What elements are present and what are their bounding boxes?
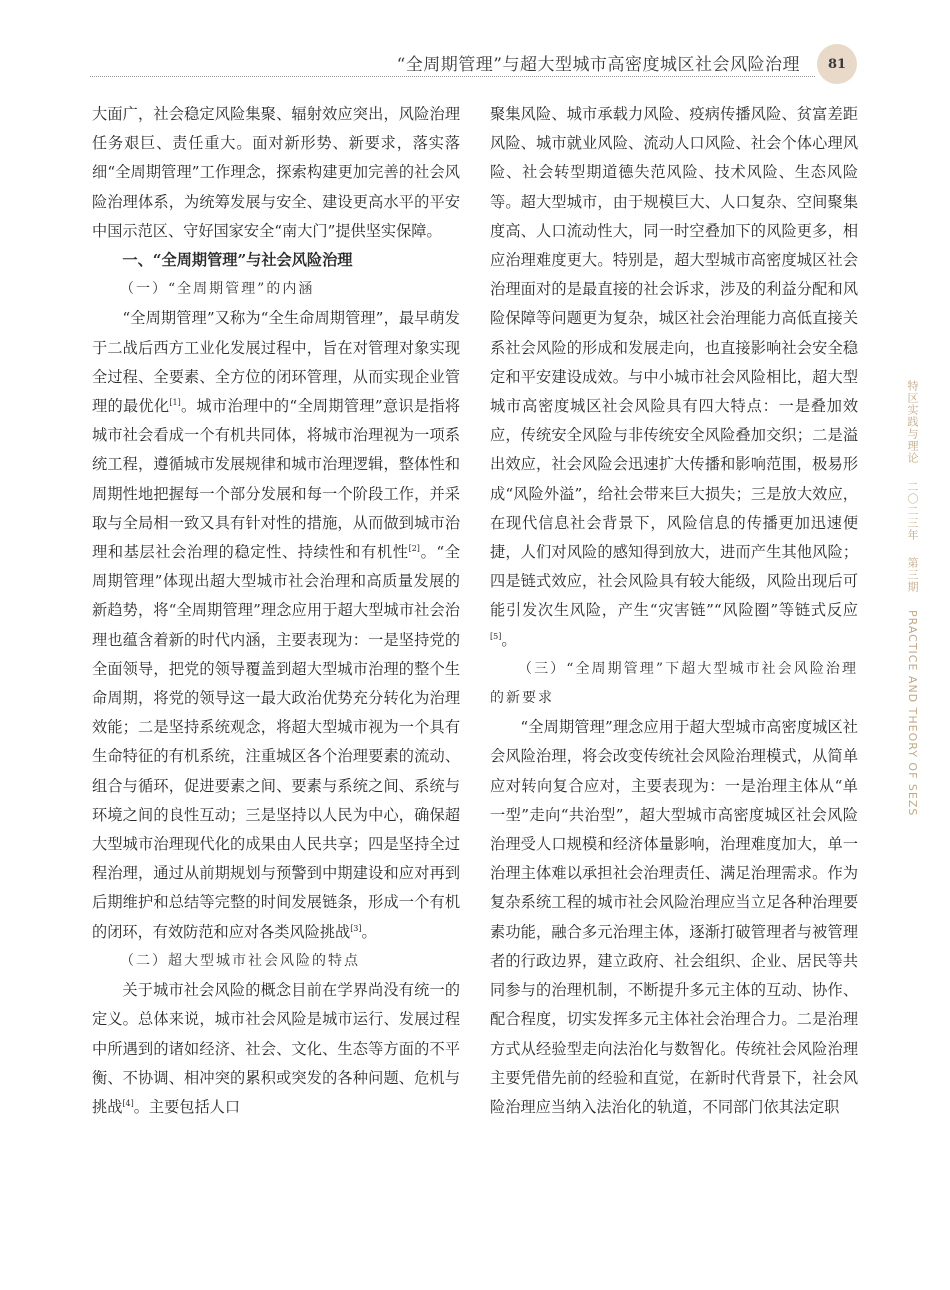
citation-ref: [4] [122,1098,134,1108]
text-run: 。 [361,922,377,941]
section-heading: 一、“全周期管理”与社会风险治理 [122,251,353,270]
paragraph: “全周期管理”理念应用于超大型城市高密度城区社会风险治理，将会改变传统社会风险治理模式，从简单应对转向复合应对，主要表现为：一是治理主体从“单一型”走向“共治型”，超大型城市高密度城区社会风险治理受人口规模和经济体量影响，治理难度加大，单一治理主体难以承担社会治理责任、满足治理需求。作为复杂系统工程的城市社会风险治理应当立足各种治理要素功能，融合多元治理主体，逐渐打破管理者与被管理者的行政边界，建立政府、社会组织、企业、居民等共同参与的治理机制，不断提升多元主体的互动、协作、配合程度，切实发挥多元主体社会治理合力。二是治理方式从经验型走向法治化与数智化。传统社会风险治理主要凭借先前的经验和直觉，在新时代背景下，社会风险治理应当纳入法治化的轨道，不同部门依其法定职 [490,718,858,1116]
citation-ref: [1] [169,397,181,407]
left-column [92,100,460,1122]
journal-side-label [904,380,920,828]
right-column [490,100,858,1122]
citation-ref: [5] [490,631,502,641]
journal-year: 二〇二三年 [906,480,919,541]
subsection-heading: （一）“全周期管理”的内涵 [120,281,315,298]
header-divider [90,76,815,77]
text-run: “全周期管理”又称为“全生命周期管理”，最早萌发于二战后西方工业化发展过程中，旨在对管理对象实现全过程、全要素、全方位的闭环管理，从而实现企业管理的最优化 [92,309,460,416]
journal-name: 特区实践与理论 [906,380,919,464]
journal-english-name: PRACTICE AND THEORY OF SEZS [906,609,919,816]
journal-issue: 第三期 [906,557,919,593]
paragraph: 大面广，社会稳定风险集聚、辐射效应突出，风险治理任务艰巨、责任重大。面对新形势、新要求，落实落细“全周期管理”工作理念，探索构建更加完善的社会风险治理体系，为统筹发展与安全、建设更高水平的平安中国示范区、守好国家安全“南大门”提供坚实保障。 [92,105,460,240]
citation-ref: [3] [350,923,362,933]
text-run: 。主要包括人口 [133,1097,241,1116]
text-run: 。城市治理中的“全周期管理”意识是指将城市社会看成一个有机共同体，将城市治理视为一项系统工程，遵循城市发展规律和城市治理逻辑，整体性和周期性地把握每一个部分发展和每一个阶段工作，并采取与全局相一致又具有针对性的措施，从而做到城市治理和基层社会治理的稳定性、持续性和有机性 [92,397,461,562]
subsection-heading: （三）“全周期管理”下超大型城市社会风险治理的新要求 [490,660,858,707]
text-run: 关于城市社会风险的概念目前在学界尚没有统一的定义。总体来说，城市社会风险是城市运行、发展过程中所遇到的诸如经济、社会、文化、生态等方面的不平衡、不协调、相冲突的累积或突发的各种问题、危机与挑战 [92,981,460,1116]
text-run: 聚集风险、城市承载力风险、疫病传播风险、贫富差距风险、城市就业风险、流动人口风险、社会个体心理风险、社会转型期道德失范风险、技术风险、生态风险等。超大型城市，由于规模巨大、人口复杂、空间聚集度高、人口流动性大，同一时空叠加下的风险更多，相应治理难度更大。特别是，超大型城市高密度城区社会治理面对的是最直接的社会诉求，涉及的利益分配和风险保障等问题更为复杂，城区社会治理能力高低直接关系社会风险的形成和发展走向，也直接影响社会安全稳定和平安建设成效。与中小城市社会风险相比，超大型城市高密度城区社会风险具有四大特点：一是叠加效应，传统安全风险与非传统安全风险叠加交织；二是溢出效应，社会风险会迅速扩大传播和影响范围，极易形成“风险外溢”，给社会带来巨大损失；三是放大效应，在现代信息社会背景下，风险信息的传播更加迅速便捷，人们对风险的感知得到放大，进而产生其他风险；四是链式效应，社会风险具有较大能级，风险出现后可能引发次生风险，产生“灾害链”“风险圈”等链式反应 [490,105,858,620]
running-title: “全周期管理”与超大型城市高密度城区社会风险治理 [396,55,800,75]
text-run: 。“全周期管理”体现出超大型城市社会治理和高质量发展的新趋势，将“全周期管理”理念应用于超大型城市社会治理也蕴含着新的时代内涵，主要表现为：一是坚持党的全面领导，把党的领导覆盖到超大型城市治理的整个生命周期，将党的领导这一最大政治优势充分转化为治理效能；二是坚持系统观念，将超大型城市视为一个具有生命特征的有机系统，注重城区各个治理要素的流动、组合与循环，促进要素之间、要素与系统之间、系统与环境之间的良性互动；三是坚持以人民为中心，确保超大型城市治理现代化的成果由人民共享；四是坚持全过程治理，通过从前期规划与预警到中期建设和应对再到后期维护和总结等完整的时间发展链条，形成一个有机的闭环，有效防范和应对各类风险挑战 [92,543,461,941]
paragraph [92,976,460,1122]
page-number-badge: 81 [817,44,857,84]
text-run: 。 [501,630,517,649]
paragraph [92,304,460,946]
subsection-heading: （二）超大型城市社会风险的特点 [120,952,360,969]
citation-ref: [2] [408,543,420,553]
paragraph [490,100,858,655]
